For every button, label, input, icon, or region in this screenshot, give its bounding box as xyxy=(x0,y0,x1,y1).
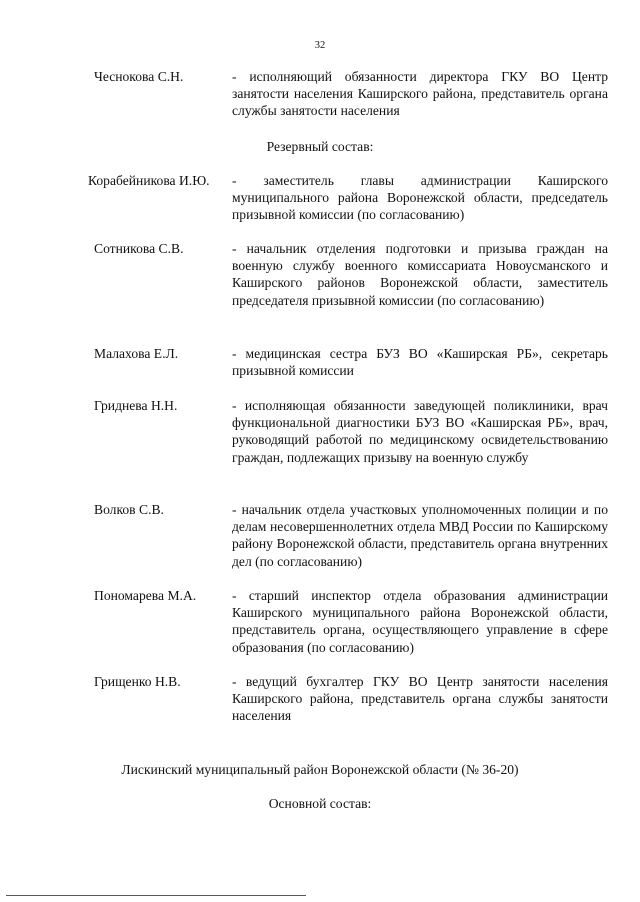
member-description: - исполняющая обязанности заведующей поликлиники, врач функциональной диагностики БУЗ ВО «Каширская РБ», врач, руководящий работой по медицинскому освидетельствованию граждан, подлежащих призыву на военную службу xyxy=(232,398,608,465)
member-name: Корабейникова И.Ю. xyxy=(88,173,210,188)
member-description: - медицинская сестра БУЗ ВО «Каширская РБ», секретарь призывной комиссии xyxy=(232,346,608,379)
member-description: - начальник отделения подготовки и призыва граждан на военную службу военного комиссариата Новоусманского и Каширского районов Воронежской области, заместитель председателя призывной комиссии (по согласованию) xyxy=(232,241,608,308)
footer-divider xyxy=(6,895,306,896)
page-number: 32 xyxy=(314,40,326,51)
member-description: - заместитель главы администрации Каширского муниципального района Воронежской области, председатель призывной комиссии (по согласованию) xyxy=(232,173,608,223)
member-description: - старший инспектор отдела образования администрации Каширского муниципального района Воронежской области, представитель органа, осуществляющего управление в сфере образования (по согласованию) xyxy=(232,588,608,655)
section-heading-reserve: Резервный состав: xyxy=(266,139,374,154)
member-name: Малахова Е.Л. xyxy=(94,346,179,361)
member-name: Пономарева М.А. xyxy=(94,588,197,603)
member-name: Грищенко Н.В. xyxy=(94,674,181,689)
district-heading: Лискинский муниципальный район Воронежской области (№ 36-20) xyxy=(121,762,519,777)
member-name: Волков С.В. xyxy=(94,502,164,517)
member-name: Сотникова С.В. xyxy=(94,241,184,256)
member-description: - исполняющий обязанности директора ГКУ ВО Центр занятости населения Каширского района, представитель органа службы занятости населения xyxy=(232,69,608,119)
section-heading-main: Основной состав: xyxy=(268,796,372,811)
member-description: - ведущий бухгалтер ГКУ ВО Центр занятости населения Каширского района, представитель органа службы занятости населения xyxy=(232,674,608,724)
member-description: - начальник отдела участковых уполномоченных полиции и по делам несовершеннолетних отдела МВД России по Каширскому району Воронежской области, представитель органа внутренних дел (по согласованию) xyxy=(232,502,608,569)
member-name: Гриднева Н.Н. xyxy=(94,398,178,413)
member-name: Чеснокова С.Н. xyxy=(94,69,184,84)
